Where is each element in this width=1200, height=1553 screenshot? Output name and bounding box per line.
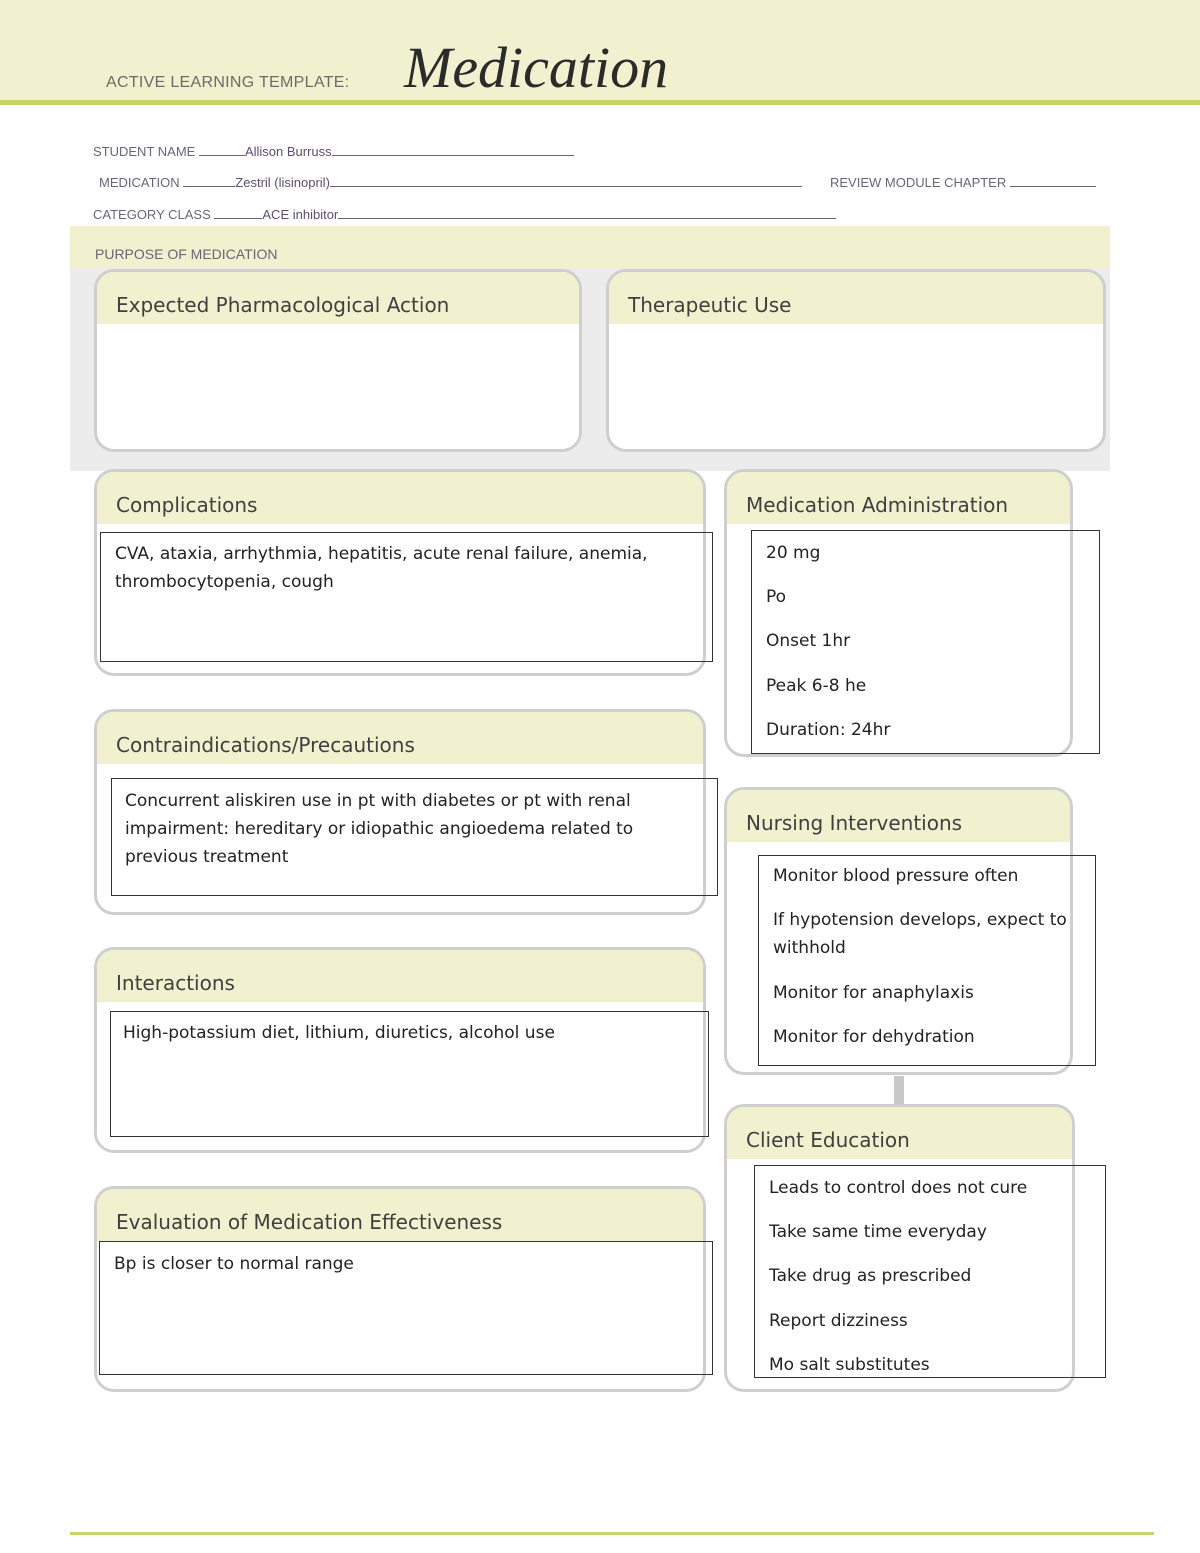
review-module-row xyxy=(830,175,1096,190)
nursing-item: If hypotension develops, expect to xyxy=(773,910,1067,930)
administration-route: Po xyxy=(766,587,787,607)
medication-value[interactable]: Zestril (lisinopril) xyxy=(235,175,330,190)
contraindications-text: Concurrent aliskiren use in pt with diabetes or pt with renal impairment: hereditary or idiopathic angioedema related to previous treatment xyxy=(125,791,634,867)
therapeutic-use-title: Therapeutic Use xyxy=(628,293,792,317)
administration-duration: Duration: 24hr xyxy=(766,720,891,740)
evaluation-title: Evaluation of Medication Effectiveness xyxy=(116,1210,503,1234)
education-item: Take drug as prescribed xyxy=(769,1266,972,1286)
footer-rule xyxy=(70,1532,1154,1535)
nursing-item: Monitor for dehydration xyxy=(773,1027,975,1047)
nursing-item: Monitor blood pressure often xyxy=(773,866,1019,886)
administration-title: Medication Administration xyxy=(746,493,1009,517)
page-title: Medication xyxy=(404,35,669,100)
student-name-row xyxy=(93,144,574,159)
review-module-label: REVIEW MODULE CHAPTER xyxy=(830,175,1007,190)
education-item: Report dizziness xyxy=(769,1311,908,1331)
education-item: Leads to control does not cure xyxy=(769,1178,1028,1198)
student-name-value[interactable]: Allison Burruss xyxy=(244,144,332,159)
template-label: ACTIVE LEARNING TEMPLATE: xyxy=(106,74,350,91)
nursing-title: Nursing Interventions xyxy=(746,811,963,835)
complications-title: Complications xyxy=(116,493,258,517)
administration-dose: 20 mg xyxy=(766,543,821,563)
contraindications-title: Contraindications/Precautions xyxy=(116,733,415,757)
evaluation-text: Bp is closer to normal range xyxy=(114,1254,354,1274)
therapeutic-use-card[interactable] xyxy=(606,269,1106,452)
expected-action-title: Expected Pharmacological Action xyxy=(116,293,450,317)
category-class-row xyxy=(93,207,836,222)
category-class-value[interactable]: ACE inhibitor xyxy=(262,207,339,222)
interactions-title: Interactions xyxy=(116,971,235,995)
medication-label: MEDICATION xyxy=(99,175,180,190)
category-class-label: CATEGORY CLASS xyxy=(93,207,211,222)
complications-text: CVA, ataxia, arrhythmia, hepatitis, acute renal failure, anemia, thrombocytopenia, cough xyxy=(115,544,648,592)
connector xyxy=(894,1076,904,1104)
education-title: Client Education xyxy=(746,1128,910,1152)
purpose-label: PURPOSE OF MEDICATION xyxy=(95,246,278,262)
student-name-label: STUDENT NAME xyxy=(93,144,196,159)
medication-row xyxy=(99,175,802,190)
review-module-value[interactable] xyxy=(1010,175,1096,187)
interactions-text: High-potassium diet, lithium, diuretics, alcohol use xyxy=(123,1023,555,1043)
administration-onset: Onset 1hr xyxy=(766,631,851,651)
nursing-item: withhold xyxy=(773,938,846,958)
nursing-item: Monitor for anaphylaxis xyxy=(773,983,974,1003)
education-item: Mo salt substitutes xyxy=(769,1355,930,1375)
expected-action-card[interactable] xyxy=(94,269,582,452)
education-item: Take same time everyday xyxy=(769,1222,987,1242)
administration-peak: Peak 6-8 he xyxy=(766,676,867,696)
